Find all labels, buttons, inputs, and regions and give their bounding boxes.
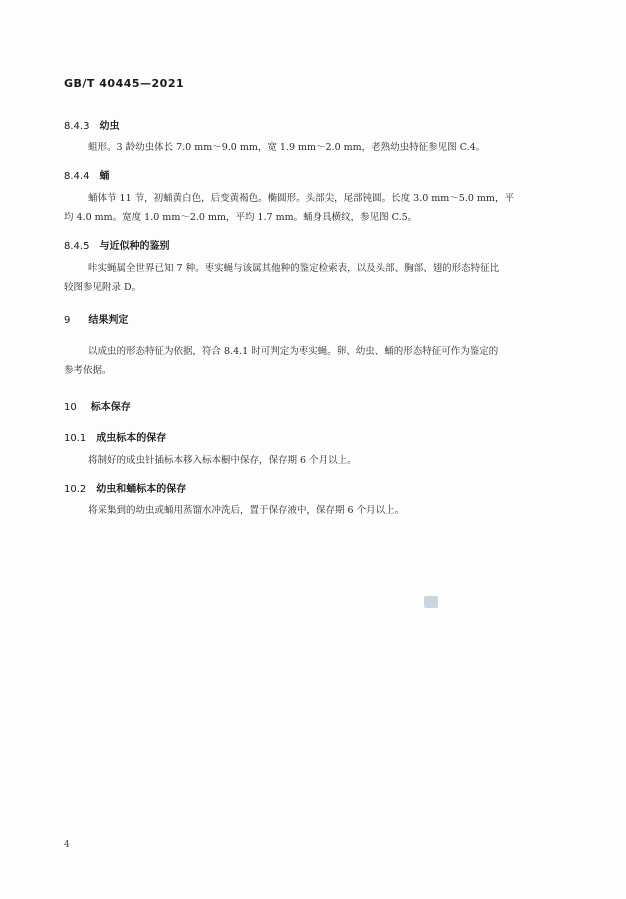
watermark-icon	[424, 596, 438, 608]
paragraph-result	[64, 342, 554, 380]
paragraph-line: 将制好的成虫针插标本移入标本橱中保存，保存期 6 个月以上。	[88, 455, 357, 466]
paragraph-line: 以成虫的形态特征为依据，符合 8.4.1 时可判定为枣实蝇。卵、幼虫、蛹的形态特征可作为鉴定的	[88, 346, 499, 357]
section-heading-9	[64, 311, 128, 326]
section-title: 标本保存	[90, 402, 131, 413]
section-heading-8-4-4	[64, 167, 109, 182]
paragraph-adult-specimen	[64, 451, 554, 470]
paragraph-line: 较图参见附录 D。	[64, 282, 142, 293]
paragraph-line: 咔实蝇属全世界已知 7 种。枣实蝇与该属其他种的鉴定检索表，以及头部、胸部、翅的形态特征比	[88, 263, 500, 274]
standard-code-header: GB/T 40445—2021	[64, 77, 185, 90]
section-title: 与近似种的鉴别	[99, 241, 170, 252]
section-title: 成虫标本的保存	[96, 433, 167, 444]
section-heading-10-2	[64, 480, 186, 495]
section-title: 蛹	[99, 171, 110, 182]
section-number: 8.4.4	[64, 171, 90, 182]
paragraph-line: 将采集到的幼虫或蛹用蒸馏水冲洗后，置于保存液中，保存期 6 个月以上。	[88, 505, 405, 516]
section-number: 8.4.3	[64, 121, 90, 132]
section-heading-10-1	[64, 429, 166, 444]
paragraph-pupa	[64, 189, 554, 227]
section-heading-10	[64, 398, 131, 413]
section-title: 幼虫和蛹标本的保存	[96, 484, 187, 495]
section-number: 10.2	[64, 484, 87, 495]
section-number: 8.4.5	[64, 241, 90, 252]
paragraph-line: 均 4.0 mm。宽度 1.0 mm～2.0 mm，平均 1.7 mm。蛹身具横纹，参见图 C.5。	[64, 212, 418, 223]
section-title: 幼虫	[99, 121, 120, 132]
paragraph-similar-species	[64, 259, 554, 297]
paragraph-larva	[64, 138, 554, 157]
paragraph-larva-pupa-specimen	[64, 501, 554, 520]
paragraph-line: 参考依据。	[64, 365, 112, 376]
paragraph-line: 蛹体节 11 节，初蛹黄白色，后变黄褐色。椭圆形。头部尖，尾部钝圆。长度 3.0 mm～5.0 mm，平	[88, 193, 514, 204]
section-heading-8-4-3	[64, 117, 119, 132]
page-number: 4	[64, 840, 70, 850]
section-number: 10.1	[64, 433, 87, 444]
section-title: 结果判定	[88, 315, 129, 326]
paragraph-line: 蛆形。3 龄幼虫体长 7.0 mm～9.0 mm，宽 1.9 mm～2.0 mm，老熟幼虫特征参见图 C.4。	[88, 142, 486, 153]
section-heading-8-4-5	[64, 237, 169, 252]
section-number: 10	[64, 402, 77, 413]
section-number: 9	[64, 315, 71, 326]
